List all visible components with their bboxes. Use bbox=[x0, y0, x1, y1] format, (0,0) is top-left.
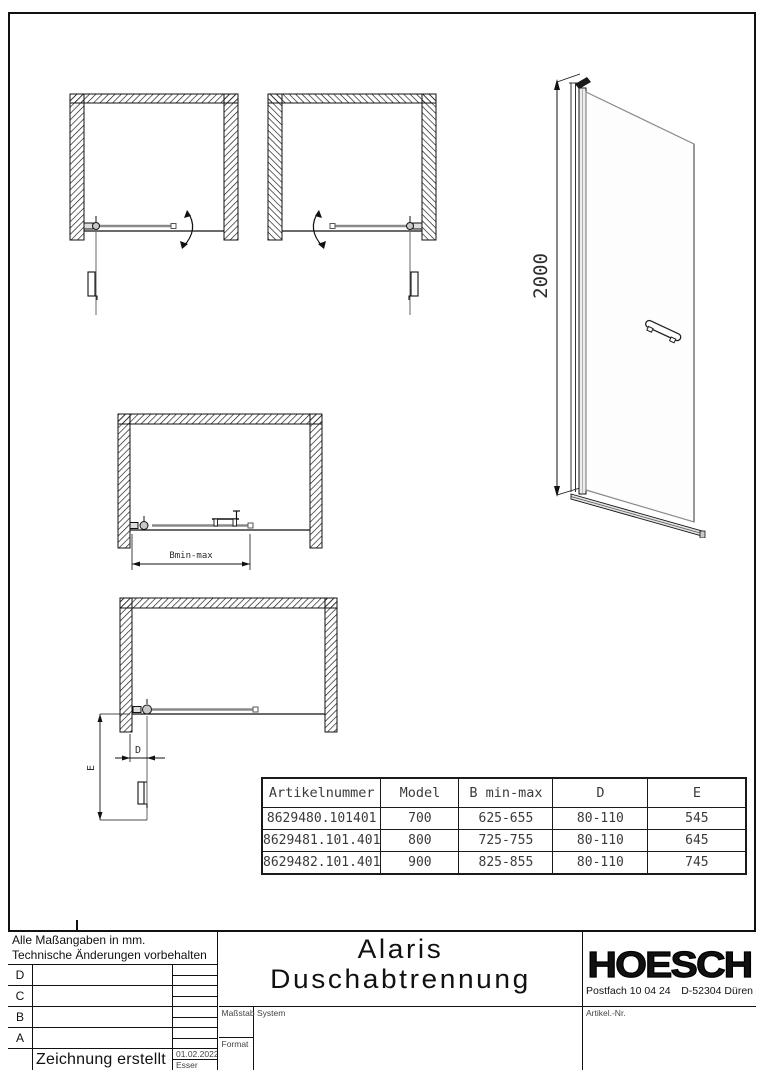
col-header: E bbox=[648, 778, 747, 808]
revision-letter-d: D bbox=[8, 965, 33, 986]
created-date: 01.02.2022 bbox=[173, 1049, 217, 1060]
brand-address bbox=[583, 985, 756, 997]
article-number-label: Artikel.-Nr. bbox=[586, 1008, 626, 1018]
height-dimension bbox=[530, 74, 580, 497]
title-block bbox=[8, 930, 756, 1068]
cell: 8629481.101.401 bbox=[262, 830, 381, 852]
wall-profile bbox=[569, 83, 578, 492]
address-city: D-52304 Düren bbox=[681, 985, 753, 997]
col-header: Artikelnummer bbox=[262, 778, 381, 808]
height-dim-label: 2000 bbox=[530, 253, 552, 299]
hinge bbox=[133, 707, 141, 713]
revision-field bbox=[33, 1007, 173, 1028]
spec-table bbox=[261, 777, 747, 875]
width-dim-label: Bmin-max bbox=[169, 551, 213, 561]
col-header: B min-max bbox=[459, 778, 553, 808]
front-view bbox=[528, 58, 763, 538]
cell: 645 bbox=[648, 830, 747, 852]
notes-cell bbox=[8, 932, 217, 965]
handle-top-view bbox=[212, 511, 240, 526]
brand-logo: HOESCH bbox=[587, 944, 752, 985]
cell: 625-655 bbox=[459, 808, 553, 830]
created-by: Esser bbox=[176, 1059, 198, 1070]
revision-name-field bbox=[173, 997, 217, 1008]
cell: 80-110 bbox=[553, 808, 648, 830]
spec-table-header-row bbox=[262, 778, 746, 808]
table-row bbox=[262, 808, 746, 830]
handle-open-door bbox=[138, 782, 147, 808]
width-dimension bbox=[132, 534, 250, 570]
system-label: System bbox=[257, 1008, 286, 1018]
cell: 900 bbox=[381, 852, 459, 875]
top-view-hinge-left bbox=[60, 85, 252, 330]
hinge bbox=[130, 523, 138, 529]
cell: 745 bbox=[648, 852, 747, 875]
top-view-width-dim bbox=[112, 408, 332, 576]
revision-field bbox=[33, 986, 173, 1007]
title-line-1: Alaris bbox=[357, 934, 443, 964]
revision-date-field bbox=[173, 986, 217, 997]
extent-dim-label: E bbox=[86, 764, 97, 772]
cell: 545 bbox=[648, 808, 747, 830]
drawing-title-cell bbox=[219, 932, 582, 1007]
cell: 700 bbox=[381, 808, 459, 830]
revision-date-field bbox=[173, 965, 217, 976]
depth-dim-label: D bbox=[134, 745, 142, 756]
glass-panel bbox=[586, 92, 694, 522]
top-view-hinge-right bbox=[258, 85, 450, 330]
title-line-2: Duschabtrennung bbox=[269, 964, 531, 994]
cell: 8629480.101401 bbox=[262, 808, 381, 830]
revision-name-field bbox=[173, 976, 217, 987]
revision-name-field bbox=[173, 1039, 217, 1050]
cell: 825-855 bbox=[459, 852, 553, 875]
revision-field bbox=[33, 965, 173, 986]
col-header: Model bbox=[381, 778, 459, 808]
depth-dimension bbox=[115, 734, 165, 762]
revision-name-field bbox=[173, 1018, 217, 1029]
format-label: Format bbox=[219, 1038, 254, 1070]
brand-cell bbox=[583, 932, 756, 1007]
address-po: Postfach 10 04 24 bbox=[586, 985, 671, 997]
cell: 8629482.101.401 bbox=[262, 852, 381, 875]
revision-letter-a: A bbox=[8, 1028, 33, 1049]
cell: 80-110 bbox=[553, 830, 648, 852]
revision-date-field bbox=[173, 1007, 217, 1018]
cell: 800 bbox=[381, 830, 459, 852]
revision-field bbox=[33, 1028, 173, 1049]
revision-letter-c: C bbox=[8, 986, 33, 1007]
empty-cell bbox=[8, 1049, 33, 1070]
created-label: Zeichnung erstellt bbox=[33, 1049, 173, 1070]
fold-mark bbox=[76, 920, 78, 930]
scale-label: Maßstab bbox=[219, 1007, 254, 1038]
table-row bbox=[262, 830, 746, 852]
revision-date-field bbox=[173, 1028, 217, 1039]
cell: 725-755 bbox=[459, 830, 553, 852]
top-hinge-cap bbox=[575, 77, 591, 89]
note-line-2: Technische Änderungen vorbehalten bbox=[12, 948, 207, 962]
cell: 80-110 bbox=[553, 852, 648, 875]
table-row bbox=[262, 852, 746, 875]
revision-letter-b: B bbox=[8, 1007, 33, 1028]
note-line-1: Alle Maßangaben in mm. bbox=[12, 933, 146, 947]
col-header: D bbox=[553, 778, 648, 808]
